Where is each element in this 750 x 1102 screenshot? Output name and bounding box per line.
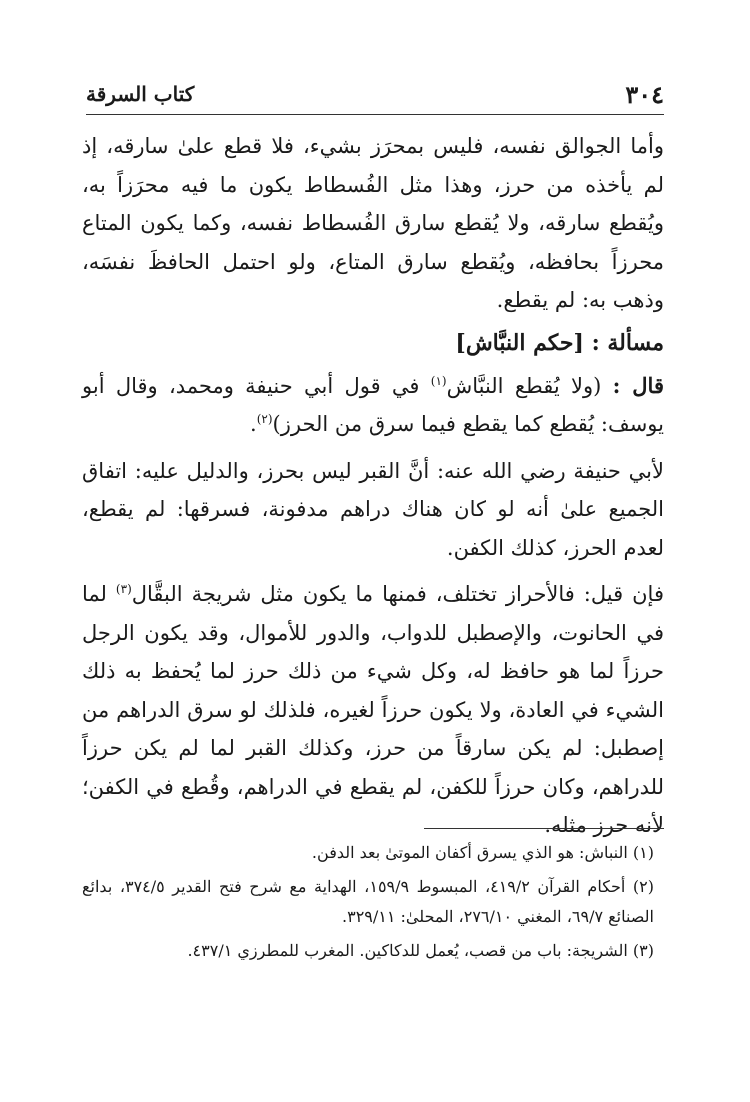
paragraph-2-text-c: . xyxy=(250,412,257,436)
footnote-divider xyxy=(424,828,664,829)
footnotes xyxy=(82,838,654,970)
paragraph-1: وأما الجوالق نفسه، فليس بمحرَز بشيء، فلا قطع علىٰ سارقه، إذ لم يأخذه من حرز، وهذا مثل الفُسطاط يكون ما فيه محرَزاً به، ويُقطع سارقه، ولا يُقطع سارق الفُسطاط نفسه، وكما يكون المتاع محرزاً بحافظه، ويُقطع سارق المتاع، ولو احتمل الحافظَ نفسَه، وذهب به: لم يقطع. xyxy=(82,134,664,312)
paragraph-3: لأبي حنيفة رضي الله عنه: أنَّ القبر ليس بحرز، والدليل عليه: اتفاق الجميع علىٰ أنه لو كان هناك دراهم مدفونة، فسرقها: لم يقطع، لعدم الحرز، كذلك الكفن. xyxy=(82,458,664,560)
page-number: ٣٠٤ xyxy=(625,79,664,109)
paragraph-2-text-a: (ولا يُقطع النبَّاش xyxy=(446,373,602,398)
footnote-ref-1: (١) xyxy=(430,373,447,388)
paragraph-2 xyxy=(82,367,664,444)
paragraph-2-text-b: في قول أبي حنيفة ومحمد، وقال أبو يوسف: يُقطع كما يقطع فيما سرق من الحرز) xyxy=(82,373,664,436)
page-header xyxy=(86,78,664,110)
paragraph-4-text-a: فإن قيل: فالأحراز تختلف، فمنها ما يكون مثل شريجة البقَّال xyxy=(131,582,664,606)
footnote-ref-3: (٣) xyxy=(115,582,132,596)
footnote-2: (٢) أحكام القرآن ٤١٩/٢، المبسوط ١٥٩/٩، الهداية مع شرح فتح القدير ٣٧٤/٥، بدائع الصنائع ٦٩/٧، المغني ٢٧٦/١٠، المحلىٰ: ٣٢٩/١١. xyxy=(82,877,655,926)
paragraph-4-text-b: لما في الحانوت، والإصطبل للدواب، والدور للأموال، وقد يكون الرجل حرزاً لما هو حافظ له، وكل شيء من ذلك حرز لما يُحفظ به ذلك الشيء في العادة، ولا يكون حرزاً لغيره، فلذلك لو سرق الدراهم من إصطبل: لم يكن سارقاً من حرز، وكذلك القبر لما لم يكن حرزاً للدراهم، وكان حرزاً للكفن، لم يقطع في الدراهم، وقُطع في الكفن؛ لأنه حرز مثله. xyxy=(82,582,664,837)
footnote-ref-2: (٢) xyxy=(256,412,273,426)
lead-label: قال : xyxy=(612,372,664,398)
running-title: كتاب السرقة xyxy=(86,82,195,106)
header-divider xyxy=(86,114,664,115)
main-text xyxy=(82,127,664,845)
paragraph-4 xyxy=(82,575,664,845)
section-heading: مسألة : [حكم النبَّاش] xyxy=(455,329,664,356)
footnote-3: (٣) الشريجة: باب من قصب، يُعمل للدكاكين. المغرب للمطرزي ٤٣٧/١. xyxy=(187,941,654,960)
footnote-1: (١) النباش: هو الذي يسرق أكفان الموتىٰ بعد الدفن. xyxy=(311,843,654,862)
